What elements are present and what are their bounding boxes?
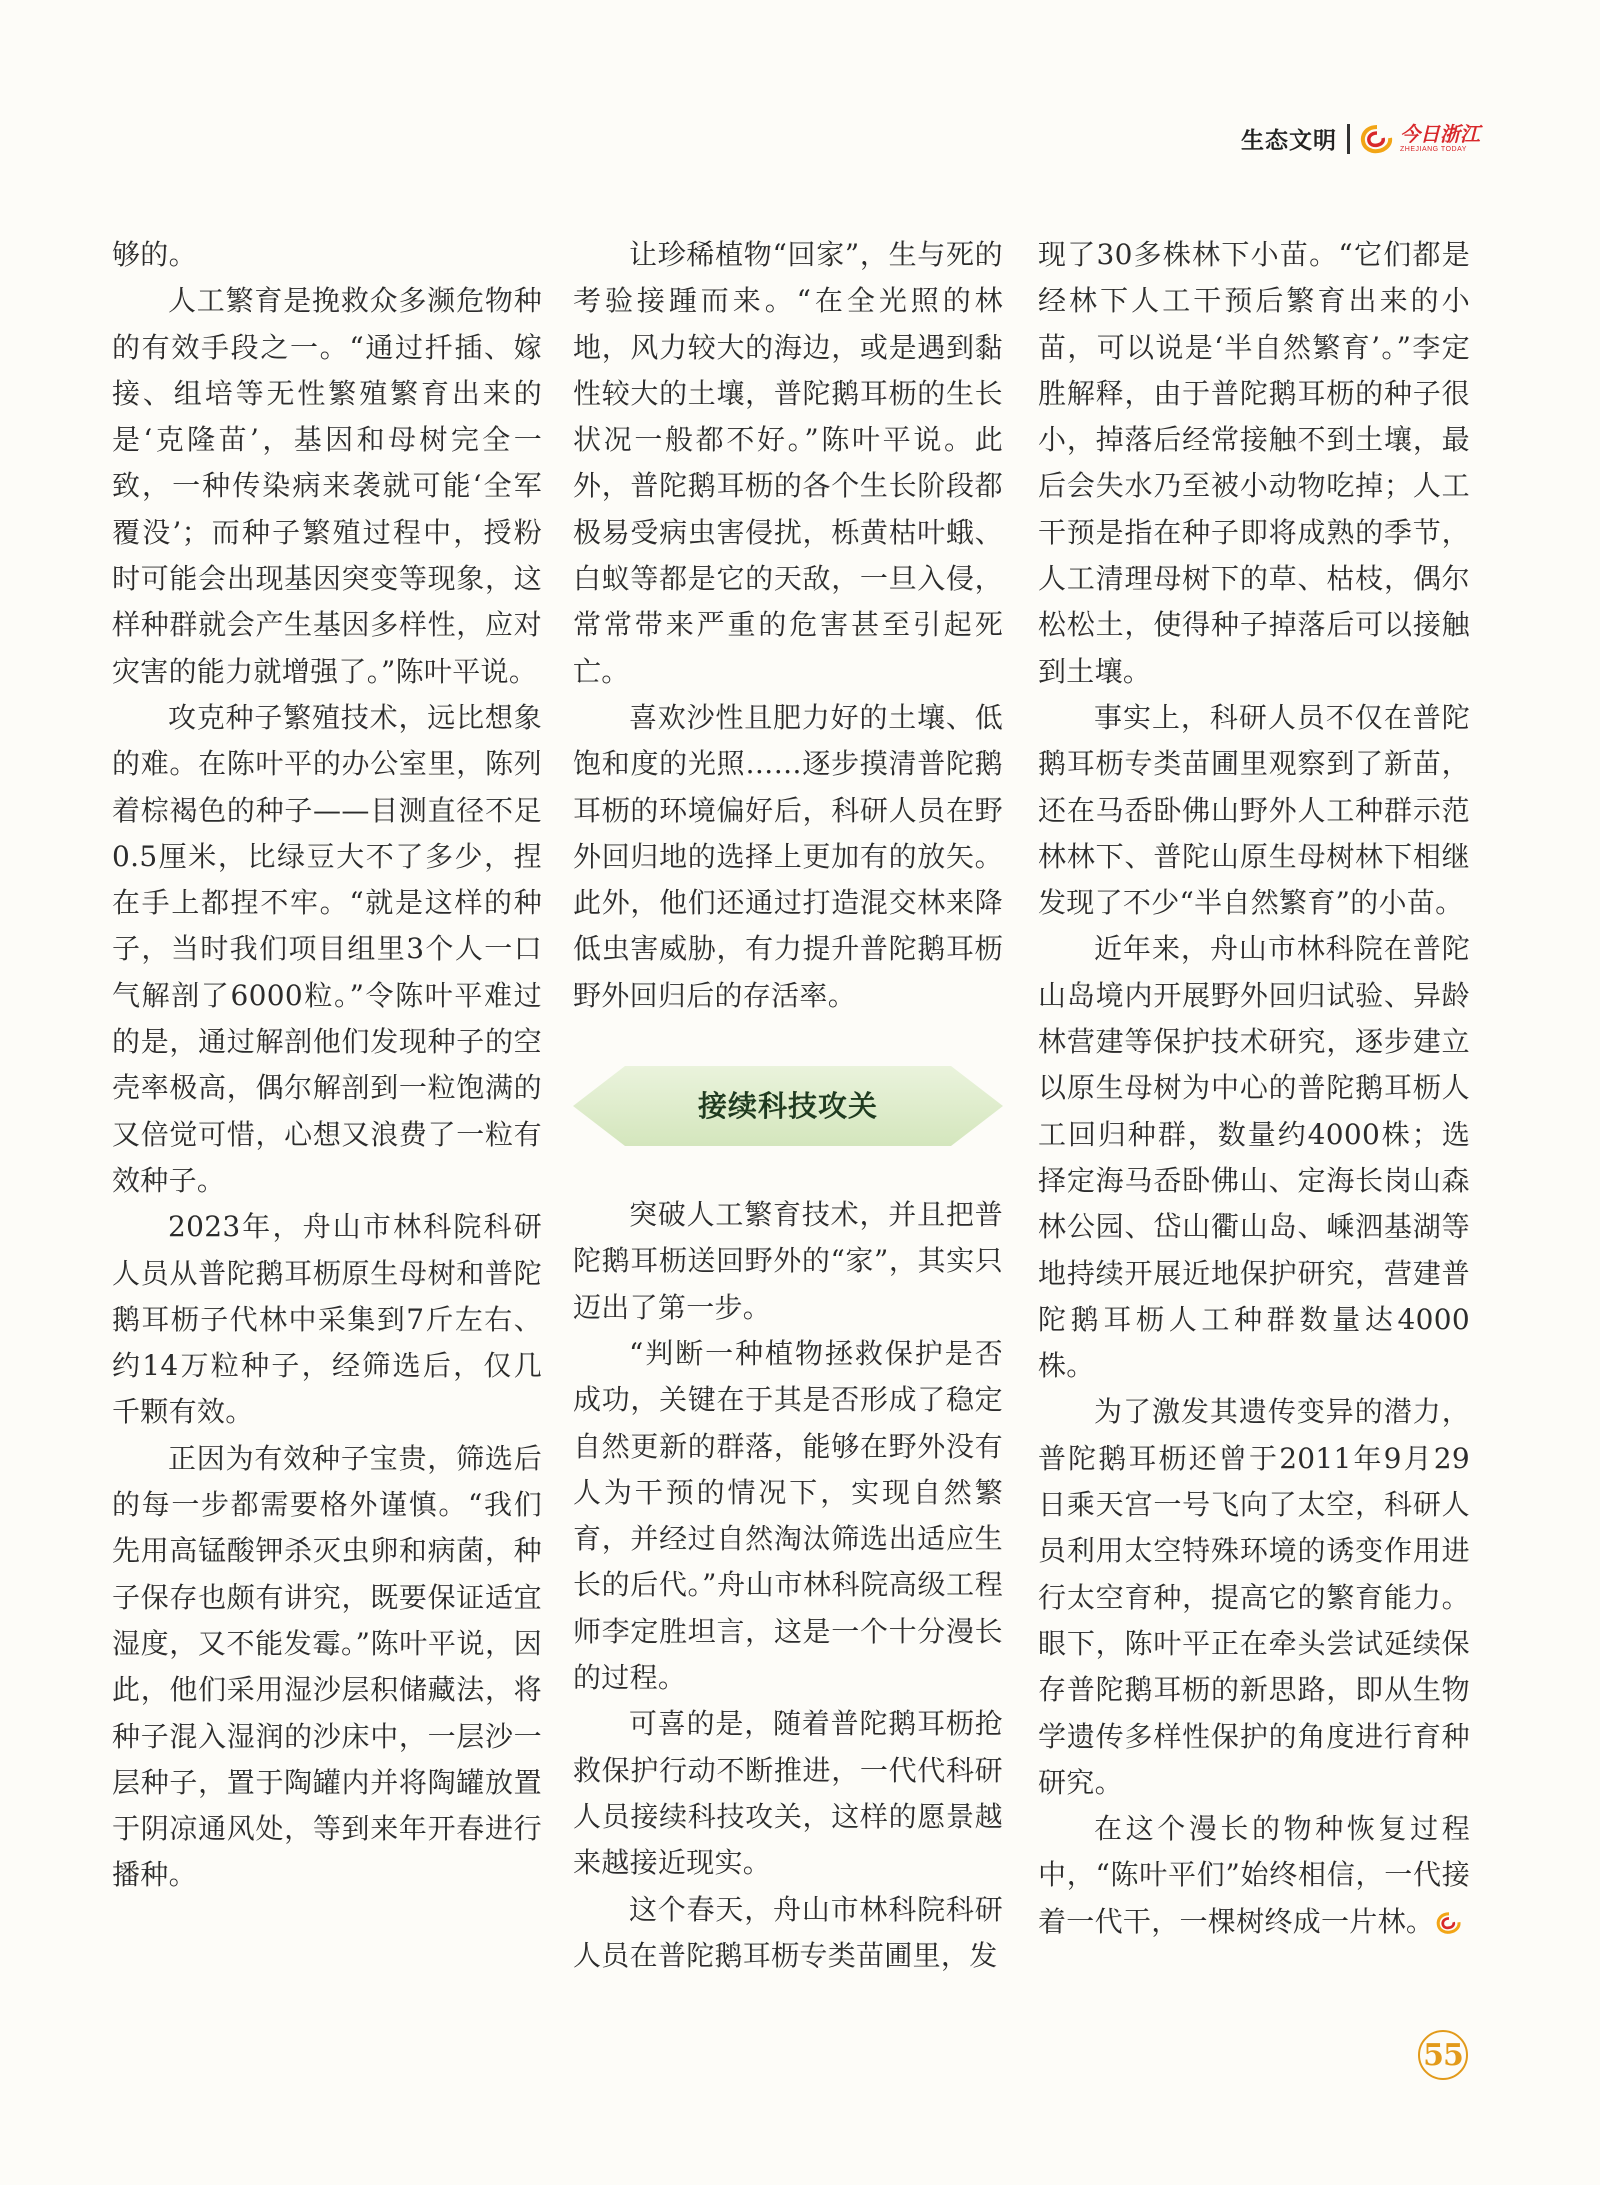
header-divider (1347, 124, 1350, 154)
article-end-logo-icon (1436, 1911, 1462, 1935)
paragraph: 正因为有效种子宝贵，筛选后的每一步都需要格外谨慎。“我们先用高锰酸钾杀灭虫卵和病菌，种子保存也颇有讲究，既要保证适宜湿度，又不能发霉。”陈叶平说，因此，他们采用湿沙层积储藏法，将种子混入湿润的沙床中，一层沙一层种子，置于陶罐内并将陶罐放置于阴凉通风处，等到来年开春进行播种。 (112, 1441, 542, 1892)
page-header (1241, 122, 1480, 155)
paragraph: 这个春天，舟山市林科院科研人员在普陀鹅耳枥专类苗圃里，发 (573, 1892, 1003, 1972)
paragraph: 可喜的是，随着普陀鹅耳枥抢救保护行动不断推进，一代代科研人员接续科技攻关，这样的愿景越来越接近现实。 (573, 1707, 1003, 1880)
paragraph: 事实上，科研人员不仅在普陀鹅耳枥专类苗圃里观察到了新苗，还在马岙卧佛山野外人工种群示范林林下、普陀山原生母树林下相继发现了不少“半自然繁育”的小苗。 (1038, 700, 1470, 920)
subheading-text: 接续科技攻关 (697, 1088, 878, 1123)
section-subheading (573, 1062, 1003, 1150)
page-number: 55 (1418, 2030, 1468, 2080)
article-column-1 (112, 232, 542, 1899)
paragraph: 为了激发其遗传变异的潜力，普陀鹅耳枥还曾于2011年9月29日乘天宫一号飞向了太空，科研人员利用太空特殊环境的诱变作用进行太空育种，提高它的繁育能力。眼下，陈叶平正在牵头尝试延续保存普陀鹅耳枥的新思路，即从生物学遗传多样性保护的角度进行育种研究。 (1038, 1395, 1470, 1799)
paragraph: 2023年，舟山市林科院科研人员从普陀鹅耳枥原生母树和普陀鹅耳枥子代林中采集到7斤左右、约14万粒种子，经筛选后，仅几千颗有效。 (112, 1210, 542, 1429)
section-label: 生态文明 (1241, 128, 1337, 154)
magazine-logo (1360, 124, 1480, 154)
paragraph: 现了30多株林下小苗。“它们都是经林下人工干预后繁育出来的小苗，可以说是‘半自然繁育’。”李定胜解释，由于普陀鹅耳枥的种子很小，掉落后经常接触不到土壤，最后会失水乃至被小动物吃掉；人工干预是指在种子即将成熟的季节，人工清理母树下的草、枯枝，偶尔松松土，使得种子掉落后可以接触到土壤。 (1038, 238, 1470, 688)
logo-english-text: ZHEJIANG TODAY (1400, 146, 1467, 153)
final-paragraph (1038, 1806, 1470, 1945)
paragraph: 人工繁育是挽救众多濒危物种的有效手段之一。“通过扦插、嫁接、组培等无性繁殖繁育出来的是‘克隆苗’，基因和母树完全一致，一种传染病来袭就可能‘全军覆没’；而种子繁殖过程中，授粉时可能会出现基因突变等现象，这样种群就会产生基因多样性，应对灾害的能力就增强了。”陈叶平说。 (112, 284, 542, 688)
article-column-3 (1038, 232, 1470, 1945)
paragraph-text: 在这个漫长的物种恢复过程中，“陈叶平们”始终相信，一代接着一代干，一棵树终成一片林。 (1038, 1812, 1470, 1938)
paragraph: 突破人工繁育技术，并且把普陀鹅耳枥送回野外的“家”，其实只迈出了第一步。 (573, 1198, 1003, 1324)
paragraph: “判断一种植物拯救保护是否成功，关键在于其是否形成了稳定自然更新的群落，能够在野外没有人为干预的情况下，实现自然繁育，并经过自然淘汰筛选出适应生长的后代。”舟山市林科院高级工程师李定胜坦言，这是一个十分漫长的过程。 (573, 1336, 1003, 1695)
logo-chinese-text: 今日浙江 (1400, 122, 1480, 146)
paragraph: 攻克种子繁殖技术，远比想象的难。在陈叶平的办公室里，陈列着棕褐色的种子——目测直径不足0.5厘米，比绿豆大不了多少，捏在手上都捏不牢。“就是这样的种子，当时我们项目组里3个人一口气解剖了6000粒。”令陈叶平难过的是，通过解剖他们发现种子的空壳率极高，偶尔解剖到一粒饱满的又倍觉可惜，心想又浪费了一粒有效种子。 (112, 700, 542, 1197)
logo-swirl-icon (1360, 124, 1394, 154)
paragraph: 喜欢沙性且肥力好的土壤、低饱和度的光照……逐步摸清普陀鹅耳枥的环境偏好后，科研人员在野外回归地的选择上更加有的放矢。此外，他们还通过打造混交林来降低虫害威胁，有力提升普陀鹅耳枥野外回归后的存活率。 (573, 700, 1003, 1012)
paragraph: 近年来，舟山市林科院在普陀山岛境内开展野外回归试验、异龄林营建等保护技术研究，逐步建立以原生母树为中心的普陀鹅耳枥人工回归种群，数量约4000株；选择定海马岙卧佛山、定海长岗山森林公园、岱山衢山岛、嵊泗基湖等地持续开展近地保护研究，营建普陀鹅耳枥人工种群数量达4000株。 (1038, 932, 1470, 1383)
paragraph: 够的。 (112, 238, 197, 271)
article-column-2 (573, 232, 1003, 1979)
paragraph: 让珍稀植物“回家”，生与死的考验接踵而来。“在全光照的林地，风力较大的海边，或是遇到黏性较大的土壤，普陀鹅耳枥的生长状况一般都不好。”陈叶平说。此外，普陀鹅耳枥的各个生长阶段都极易受病虫害侵扰，栎黄枯叶蛾、白蚁等都是它的天敌，一旦入侵，常常带来严重的危害甚至引起死亡。 (573, 238, 1003, 688)
